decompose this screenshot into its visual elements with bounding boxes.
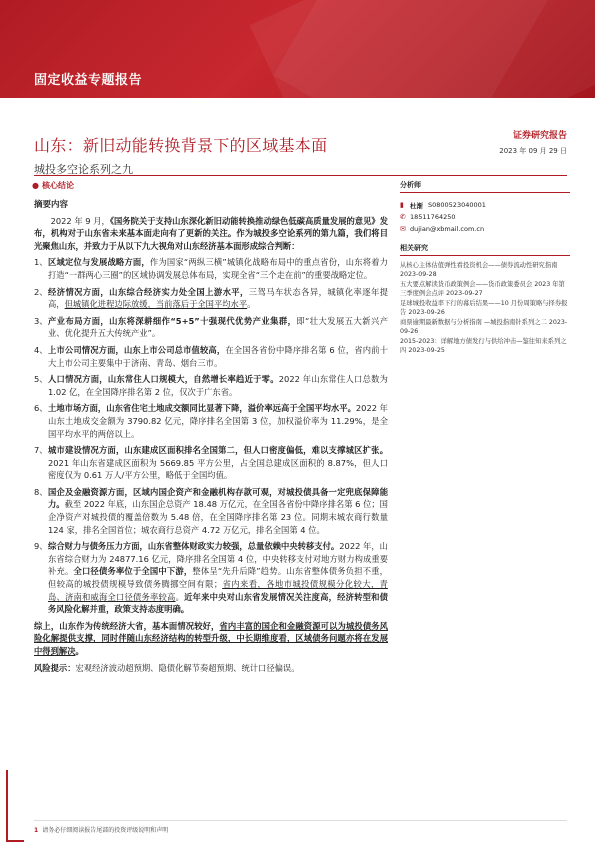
item-text: 2021 年山东省建成区面积为 5669.85 平方公里，占全国总建成区面积的 8.87%，但人口密度仅为 0.61 万人/平方公里，略低于全国均值。 [48,457,388,481]
list-item [34,444,388,482]
analyst-email[interactable]: dujian@xbmail.com.cn [410,225,485,233]
item-number: 8、 [34,486,48,497]
related-item[interactable]: 五大要点解读货币政策例会——货币政策委员会 2023 年第三季度例会点评 2023-09-27 [400,281,565,297]
report-type: 证券研究报告 [512,131,567,141]
sidebar [400,180,570,357]
footer-divider [34,820,567,821]
item-text: 2022 年，山东省综合财力为 24877.16 亿元，降序排名全国第 4 位，中央转移支付对地方财力构成重要补充。 [48,541,388,577]
item-lead: 国企及金融资源方面，区域内国企资产和金融机构存款可观，对城投债具备一定兜底保障能力。 [48,486,388,510]
report-subtitle: 城投多空论系列之九 [34,163,133,176]
section-tag [32,180,74,191]
related-item[interactable]: 从核心主体估值弹性看投资机会——债券流动性研究指南 2023-09-28 [400,262,558,278]
item-number: 2、 [34,286,48,297]
item-number: 4、 [34,344,48,355]
item-text: 截至 2022 年底，山东国企总资产 18.48 万亿元，在全国各省份中降序排名第 6 位；国企净资产对城投债的覆盖倍数为 5.48 倍，在全国降序排名第 23 位。同期末城农商行数量 124 家，排名全国首位；城农商行总资产 4.72 万亿元，排名全国第 4 位。 [48,499,388,535]
summary-heading: 摘要内容 [34,200,69,210]
email-row [400,223,570,235]
list-item [34,256,388,281]
report-title: 山东：新旧动能转换背景下的区域基本面 [34,136,328,155]
phone-row [400,211,570,223]
list-item [34,315,388,340]
list-item [34,540,388,616]
item-lead: 土地市场方面，山东省住宅土地成交额同比显著下降，溢价率远高于全国平均水平。 [48,403,356,414]
risk-paragraph [34,662,388,675]
risk-label: 风险提示： [34,662,76,673]
item-lead: 经济情况方面，山东综合经济实力处全国上游水平， [48,286,249,297]
related-label: 相关研究 [400,243,570,256]
analyst-row [400,199,570,211]
item-lead: 综合财力与债务压力方面，山东省整体财政实力较强，总量依赖中央转移支付。 [48,541,340,552]
list-item [34,402,388,440]
conclusion-underline: 省内丰富的国企和金融资源可以为城投债务风险化解提供支撑，同时伴随山东经济结构的转型升级，中长期维度看，区域债务问题亦将在发展中得到解决 [34,620,388,656]
item-lead: 人口情况方面，山东常住人口规模大，自然增长率趋近于零。 [48,374,279,385]
item-text: 。 [247,299,256,310]
item-text: 作为国家“两纵三横”城镇化战略布局中的重点省份，山东将着力打造“一群两心三圈”的区域协调发展总体布局，实现全省“三个走在前”的重要战略定位。 [48,257,388,280]
header-banner [0,0,595,98]
related-list [400,262,570,355]
header-title: 固定收益专题报告 [34,73,143,88]
item-bold: 近年来中央对山东省发展情况关注度高，经济转型和债务风险化解并重，政策支持态度明确。 [48,591,388,615]
item-lead: 区域定位与发展战略方面， [48,257,150,268]
item-number: 3、 [34,315,48,326]
item-text: 三驾马车状态各异，城镇化率逐年提高， [48,286,388,310]
item-bold: 全口径债务率位于全国中下游， [73,566,193,577]
item-number: 5、 [34,374,48,385]
item-lead: 产业布局方面，山东将深耕细作“5+5”十强现代优势产业集群， [48,315,297,326]
related-item[interactable]: 2015-2023：详解地方债发行与供给冲击—鉴往知来系列之四 2023-09-25 [400,338,567,354]
analyst-name: 杜渐 [410,201,423,210]
related-item[interactable]: 商票逾期最新数据与分析指南 —城投指南针系列之二 2023-09-26 [400,319,568,335]
list-item [34,486,388,536]
list-item [34,286,388,311]
footer [34,825,168,834]
section-tag-label: 核心结论 [41,181,74,190]
item-number: 1、 [34,257,48,268]
item-text: 。 [175,591,185,602]
email-icon: ✉ [400,225,406,233]
item-number: 6、 [34,403,48,414]
intro-paragraph [34,215,388,253]
conclusion-lead: 综上，山东作为传统经济大省，基本面情况较好， [34,620,220,631]
phone-icon: ✆ [400,213,406,221]
item-text: 在全国各省份中降序排名第 6 位，省内前十大上市公司主要集中于济南、青岛、烟台三市。 [48,344,388,368]
intro-date: 2022 年 9 月， [50,215,110,226]
analyst-cert: S0800523040001 [428,201,486,209]
item-underline: 但城镇化进程边际放缓，当前落后于全国平均水平 [64,299,248,310]
related-item[interactable]: 足球城投收益率下行的幕后结果——10 月份周策略与择券报告 2023-09-26 [400,300,568,316]
analyst-icon: ▮ [400,201,404,209]
item-number: 7、 [34,445,48,456]
analyst-phone: 18511764250 [410,213,456,221]
corner-decoration [6,770,24,842]
list-item [34,344,388,369]
analyst-label: 分析师 [400,180,570,193]
risk-text: 宏观经济波动超预期、隐债化解节奏超预期、统计口径偏误。 [75,662,300,673]
title-divider [34,175,567,176]
page-number: 1 [34,827,39,834]
intro-bold: 《国务院关于支持山东深化新旧动能转换推动绿色低碳高质量发展的意见》发布，机构对于山东省未来基本面走向有了更新的关注。作为城投多空论系列的第九篇，我们将目光聚焦山东，并致力于从以下九大视角对山东经济基本面形成综合判断： [34,215,389,251]
item-text: 2022 年山东土地成交金额为 3790.82 亿元，降序排名全国第 3 位，加权溢价率为 11.29%，是全国平均水平的两倍以上。 [48,403,388,439]
bullet-icon: ● [32,181,39,190]
item-lead: 城市建设情况方面，山东建成区面积排名全国第二，但人口密度偏低，难以支撑城区扩张。 [48,445,388,456]
item-text: 整体呈“先升后降”趋势。山东省整体债务负担不重，但较高的城投债规模导致债务腾挪空间有限； [48,566,388,590]
item-number: 9、 [34,541,48,552]
item-lead: 上市公司情况方面，山东上市公司总市值较高， [48,344,226,355]
report-date: 2023 年 09 月 29 日 [499,147,567,155]
item-text: 2022 年山东常住人口总数为 1.02 亿，在全国降序排名第 2 位，仅次于广东省。 [48,374,388,397]
conclusion-paragraph [34,620,388,658]
list-item [34,373,388,398]
footer-disclaimer: 请务必仔细阅读报告尾部的投资评级说明和声明 [42,827,169,834]
conclusion-end: 。 [75,646,84,656]
summary-body [34,199,388,678]
item-text: 即“壮大发展五大新兴产业、优化提升五大传统产业”。 [48,315,388,339]
item-underline: 省内来看，各地市城投债规模分化较大，青岛、济南和威海全口径债务率较高 [48,579,388,602]
